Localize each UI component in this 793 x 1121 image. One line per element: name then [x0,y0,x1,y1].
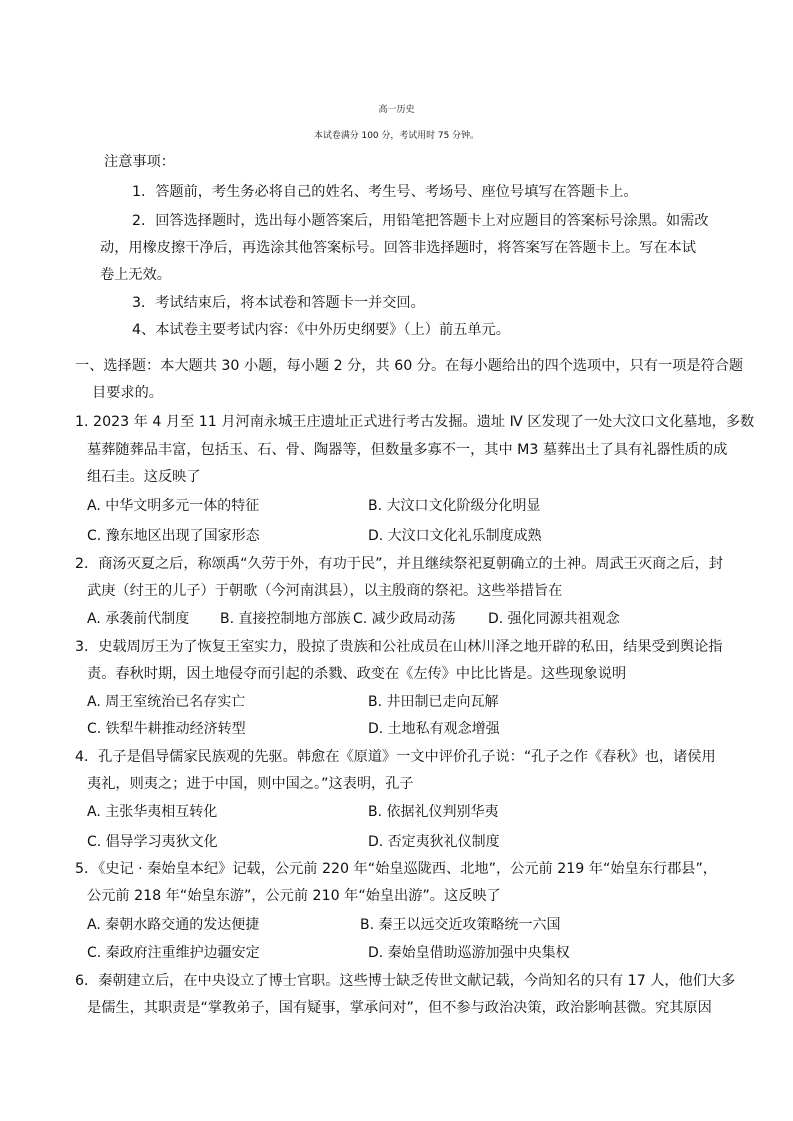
question-2-option-b: B. 直接控制地方部族 [220,611,351,627]
question-1-line: 组石圭。这反映了 [87,469,201,485]
question-1-option-b: B. 大汶口文化阶级分化明显 [368,498,541,514]
question-4-line: 4．孔子是倡导儒家民族观的先驱。韩愈在《原道》一文中评价孔子说：“孔子之作《春秋》也，诸侯用 [75,749,716,765]
notes-heading: 注意事项： [104,154,175,170]
question-5-option-a: A. 秦朝水路交通的发达便捷 [87,917,260,933]
question-2-option-a: A. 承袭前代制度 [87,611,190,627]
exam-title: 高一历史 [378,105,415,115]
note-item: 动，用橡皮擦干净后，再选涂其他答案标号。回答非选择题时，将答案写在答题卡上。写在本试 [100,240,696,256]
question-3-line: 3．史载周厉王为了恢复王室实力，股掠了贵族和公社成员在山林川泽之地开辟的私田，结果受到舆论指 [75,639,723,655]
question-5-option-d: D. 秦始皇借助巡游加强中央集权 [368,945,570,961]
question-4-option-a: A. 主张华夷相互转化 [87,804,218,820]
question-4-option-b: B. 依据礼仪判别华夷 [368,804,499,820]
question-2-option-c: C. 减少政局动荡 [353,611,456,627]
question-1-option-a: A. 中华文明多元一体的特征 [87,498,260,514]
question-3-option-a: A. 周王室统治已名存实亡 [87,694,246,710]
note-item: 3．考试结束后，将本试卷和答题卡一并交回。 [132,295,425,311]
question-5-option-c: C. 秦政府注重维护边疆安定 [87,945,260,961]
question-2-line: 武庚（纣王的儿子）于朝歌（今河南淇县），以主殷商的祭祀。这些举措旨在 [87,583,563,599]
question-5-line: 5．《史记 · 秦始皇本纪》记载，公元前 220 年“始皇巡陇西、北地”，公元前 219 年“始皇东行郡县”， [75,861,717,877]
question-6-line: 6．秦朝建立后，在中央设立了博士官职。这些博士缺乏传世文献记载，今尚知名的只有 17 人，他们大多 [75,973,736,989]
question-5-option-b: B. 秦王以远交近攻策略统一六国 [360,917,561,933]
question-3-option-c: C. 铁犁牛耕推动经济转型 [87,721,246,737]
note-item: 卷上无效。 [100,267,171,283]
note-item: 4、本试卷主要考试内容：《中外历史纲要》（上）前五单元。 [132,322,510,338]
question-1-line: 1. 2023 年 4 月至 11 月河南永城王庄遗址正式进行考古发掘。遗址 Ⅳ 区发现了一处大汶口文化墓地，多数 [75,414,755,430]
question-3-line: 责。春秋时期，因土地侵夺而引起的杀戮、政变在《左传》中比比皆是。这些现象说明 [87,666,627,682]
question-1-option-c: C. 豫东地区出现了国家形态 [87,528,260,544]
question-4-option-d: D. 否定夷狄礼仪制度 [368,834,500,850]
question-2-option-d: D. 强化同源共祖观念 [488,611,620,627]
note-item: 1．答题前，考生务必将自己的姓名、考生号、考场号、座位号填写在答题卡上。 [132,184,638,200]
exam-subtitle: 本试卷满分 100 分，考试用时 75 分钟。 [314,131,479,141]
question-5-line: 公元前 218 年“始皇东游”，公元前 210 年“始皇出游”。这反映了 [87,888,501,904]
question-1-option-d: D. 大汶口文化礼乐制度成熟 [368,528,542,544]
question-4-option-c: C. 倡导学习夷狄文化 [87,834,218,850]
question-6-line: 是儒生，其职责是“掌教弟子，国有疑事，掌承问对”，但不参与政治决策，政治影响甚微。究其原因 [87,1000,712,1016]
section-heading-cont: 目要求的。 [92,385,163,401]
question-1-line: 墓葬随葬品丰富，包括玉、石、骨、陶器等，但数量多寡不一，其中 M3 墓葬出土了具有礼器性质的成 [87,442,728,458]
question-3-option-d: D. 土地私有观念增强 [368,721,500,737]
section-heading: 一、选择题：本大题共 30 小题，每小题 2 分，共 60 分。在每小题给出的四个选项中，只有一项是符合题 [75,358,744,374]
note-item: 2．回答选择题时，选出每小题答案后，用铅笔把答题卡上对应题目的答案标号涂黑。如需改 [132,213,709,229]
question-2-line: 2．商汤灭夏之后，称颂禹“久劳于外，有功于民”，并且继续祭祀夏朝确立的土神。周武王灭商之后，封 [75,556,723,572]
question-3-option-b: B. 井田制已走向瓦解 [368,694,499,710]
question-4-line: 夷礼，则夷之；进于中国，则中国之。”这表明，孔子 [87,776,414,792]
